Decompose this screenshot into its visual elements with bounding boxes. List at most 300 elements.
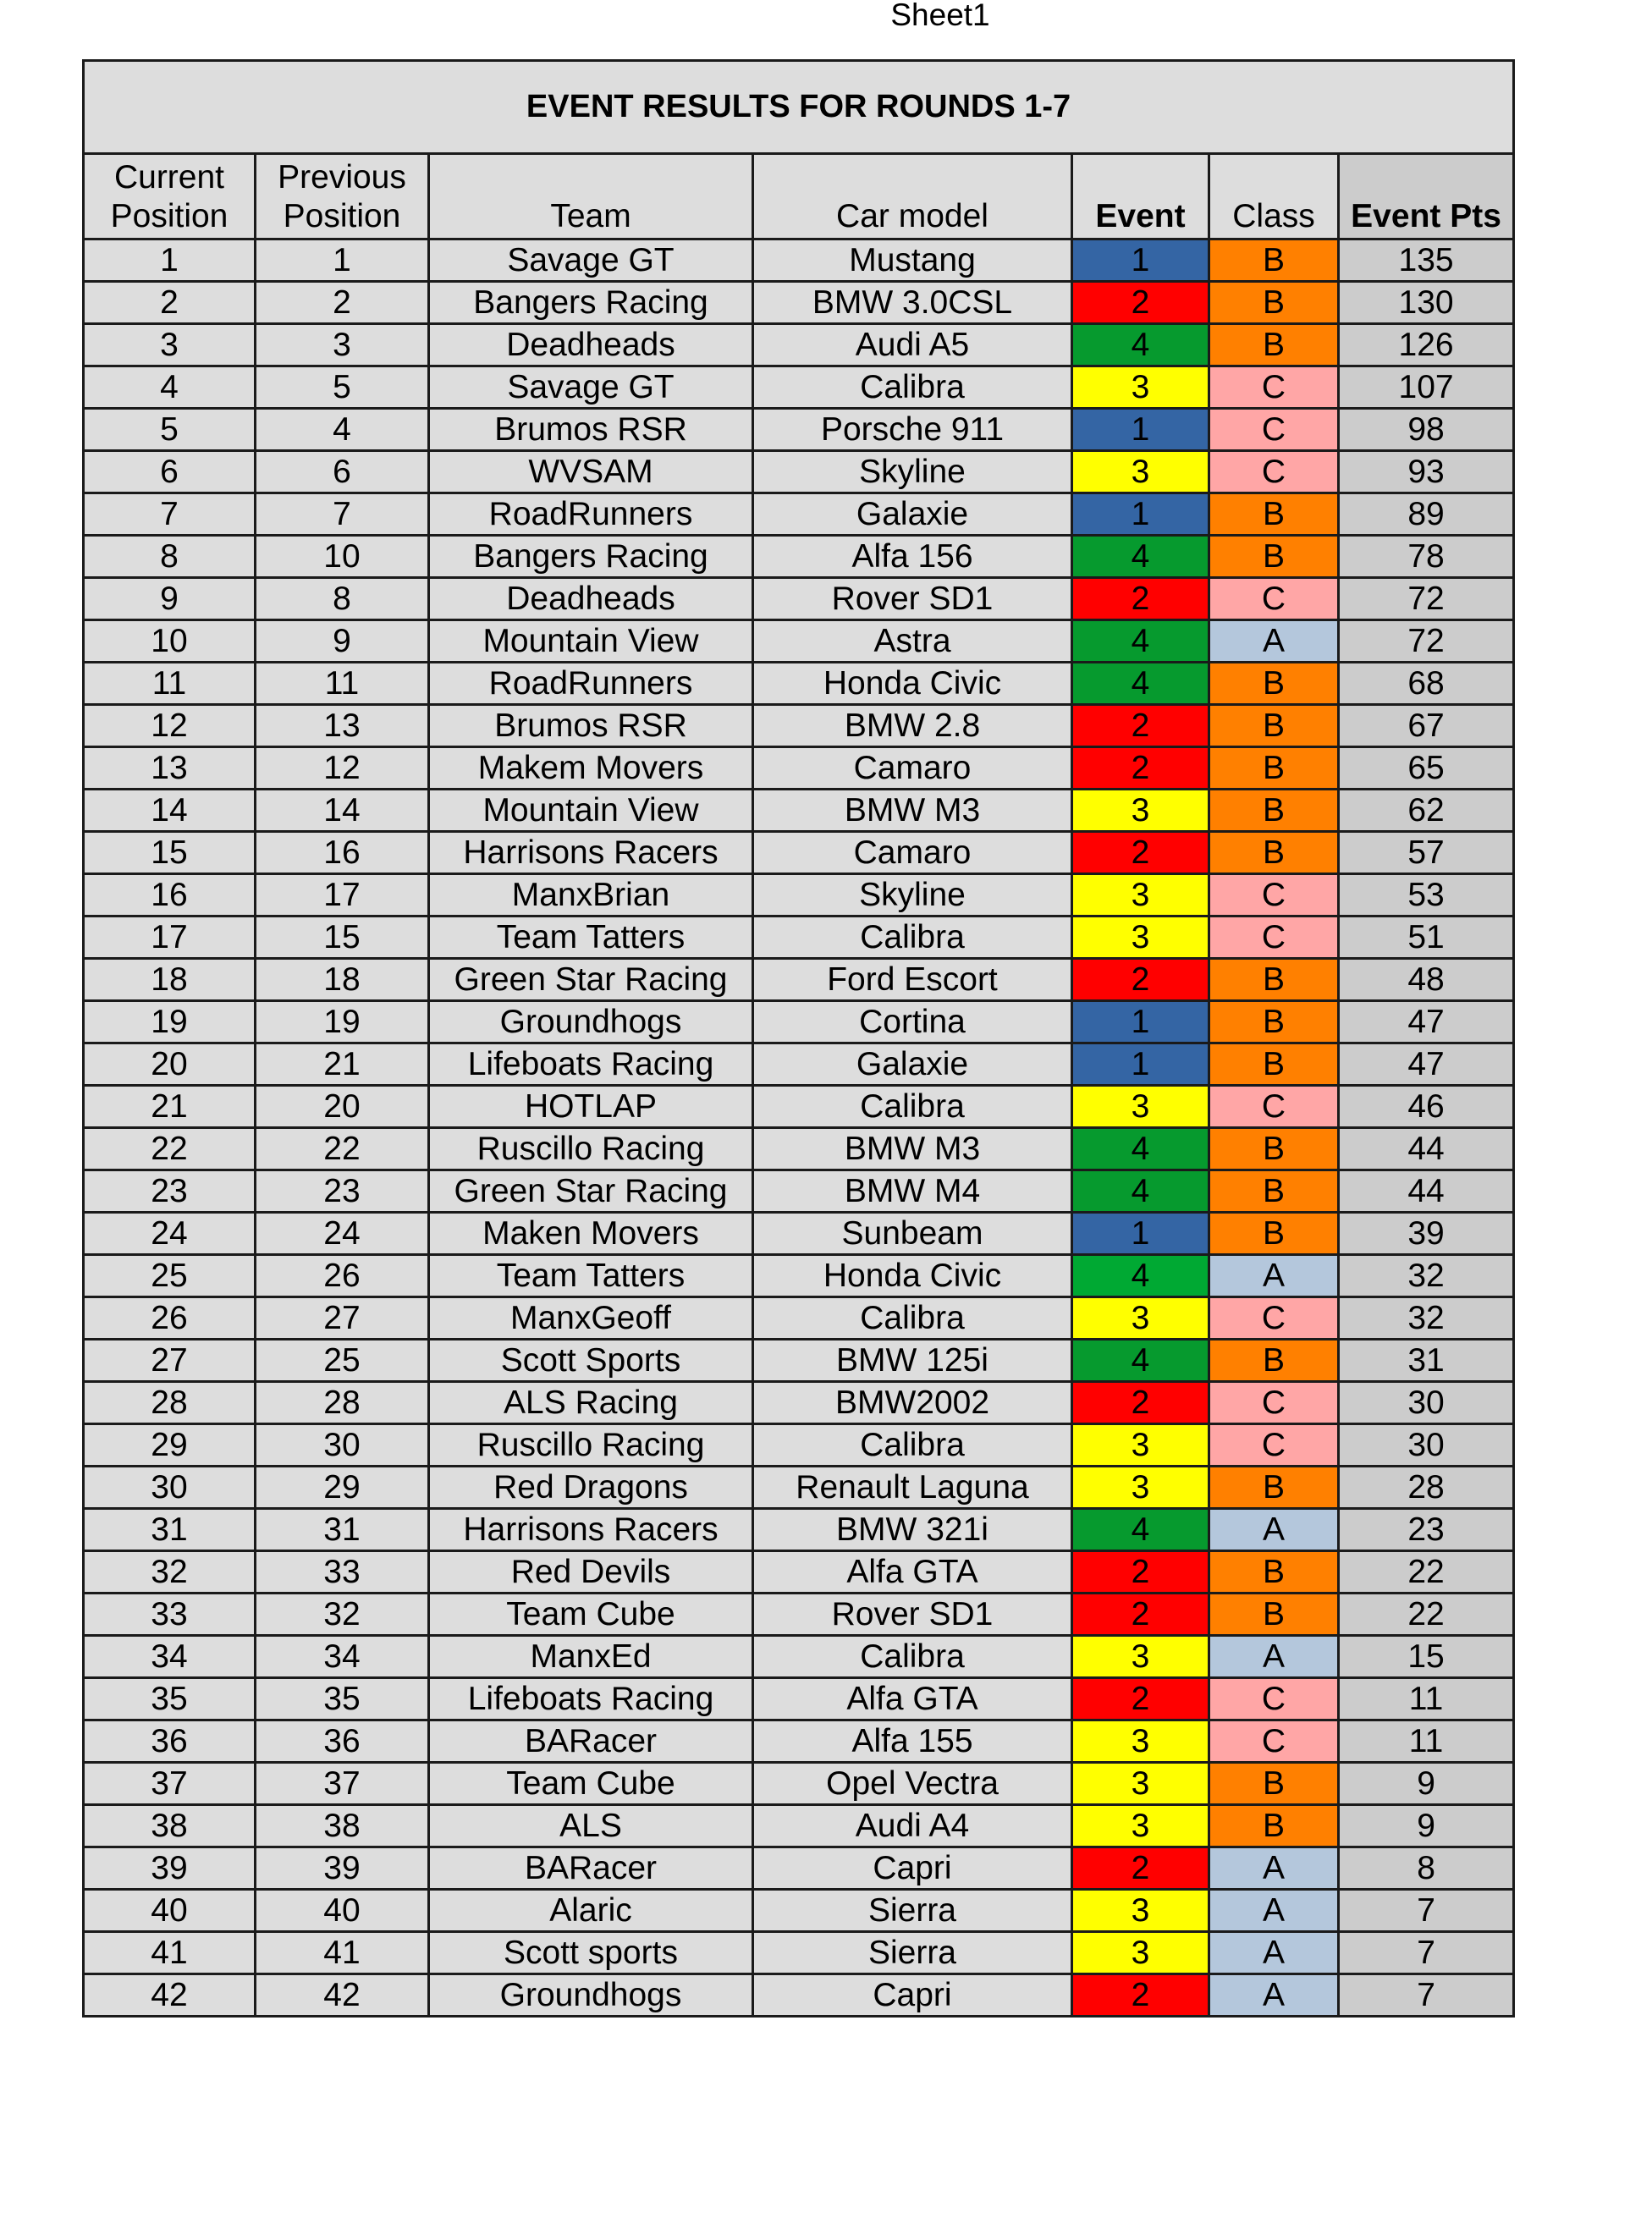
cell-event: 2: [1072, 959, 1209, 1001]
cell-class: B: [1209, 1594, 1339, 1636]
title-row: [84, 61, 1514, 154]
cell-team: Deadheads: [429, 578, 753, 620]
cell-previous-position: 5: [256, 366, 429, 409]
cell-team: Savage GT: [429, 239, 753, 282]
cell-event-pts: 9: [1339, 1805, 1514, 1847]
cell-team: Red Dragons: [429, 1467, 753, 1509]
cell-previous-position: 33: [256, 1551, 429, 1594]
cell-event: 3: [1072, 1086, 1209, 1128]
cell-current-position: 10: [84, 620, 256, 663]
cell-event-pts: 32: [1339, 1297, 1514, 1340]
cell-class: B: [1209, 832, 1339, 874]
table-row: [84, 1213, 1514, 1255]
cell-car-model: Alfa GTA: [753, 1551, 1072, 1594]
cell-event-pts: 30: [1339, 1424, 1514, 1467]
cell-team: Ruscillo Racing: [429, 1128, 753, 1170]
cell-event: 4: [1072, 324, 1209, 366]
cell-class: B: [1209, 1805, 1339, 1847]
cell-class: C: [1209, 1424, 1339, 1467]
cell-event: 2: [1072, 1551, 1209, 1594]
cell-car-model: Rover SD1: [753, 1594, 1072, 1636]
table-row: [84, 451, 1514, 493]
cell-event-pts: 8: [1339, 1847, 1514, 1890]
table-row: [84, 493, 1514, 536]
cell-event: 2: [1072, 705, 1209, 747]
table-row: [84, 536, 1514, 578]
cell-event: 4: [1072, 1255, 1209, 1297]
cell-class: B: [1209, 536, 1339, 578]
column-header-event: Event: [1072, 154, 1209, 239]
event-results-table: [82, 59, 1515, 2018]
table-row: [84, 747, 1514, 790]
cell-class: A: [1209, 1255, 1339, 1297]
table-row: [84, 1297, 1514, 1340]
cell-current-position: 33: [84, 1594, 256, 1636]
cell-event: 1: [1072, 1001, 1209, 1043]
cell-previous-position: 10: [256, 536, 429, 578]
cell-event: 1: [1072, 239, 1209, 282]
table-row: [84, 1424, 1514, 1467]
cell-previous-position: 3: [256, 324, 429, 366]
cell-class: B: [1209, 324, 1339, 366]
cell-event: 3: [1072, 1805, 1209, 1847]
cell-event-pts: 130: [1339, 282, 1514, 324]
cell-car-model: Porsche 911: [753, 409, 1072, 451]
cell-current-position: 31: [84, 1509, 256, 1551]
cell-event-pts: 30: [1339, 1382, 1514, 1424]
cell-event-pts: 15: [1339, 1636, 1514, 1678]
cell-class: B: [1209, 1170, 1339, 1213]
cell-event: 2: [1072, 578, 1209, 620]
cell-car-model: Renault Laguna: [753, 1467, 1072, 1509]
cell-event-pts: 67: [1339, 705, 1514, 747]
cell-car-model: BMW M3: [753, 790, 1072, 832]
cell-team: Makem Movers: [429, 747, 753, 790]
cell-car-model: Galaxie: [753, 1043, 1072, 1086]
cell-previous-position: 9: [256, 620, 429, 663]
cell-current-position: 14: [84, 790, 256, 832]
cell-event-pts: 39: [1339, 1213, 1514, 1255]
cell-class: B: [1209, 1128, 1339, 1170]
cell-car-model: Alfa GTA: [753, 1678, 1072, 1720]
cell-team: Savage GT: [429, 366, 753, 409]
table-row: [84, 324, 1514, 366]
cell-event: 1: [1072, 409, 1209, 451]
cell-team: Team Tatters: [429, 1255, 753, 1297]
cell-event-pts: 53: [1339, 874, 1514, 917]
table-row: [84, 1509, 1514, 1551]
cell-current-position: 5: [84, 409, 256, 451]
table-row: [84, 1636, 1514, 1678]
cell-previous-position: 37: [256, 1763, 429, 1805]
table-title: EVENT RESULTS FOR ROUNDS 1-7: [84, 61, 1514, 154]
column-header-event-pts: Event Pts: [1339, 154, 1514, 239]
cell-team: Lifeboats Racing: [429, 1043, 753, 1086]
cell-event: 2: [1072, 1847, 1209, 1890]
cell-current-position: 22: [84, 1128, 256, 1170]
cell-car-model: Audi A4: [753, 1805, 1072, 1847]
cell-team: Team Cube: [429, 1594, 753, 1636]
cell-current-position: 32: [84, 1551, 256, 1594]
cell-class: B: [1209, 1551, 1339, 1594]
cell-team: Harrisons Racers: [429, 832, 753, 874]
cell-previous-position: 20: [256, 1086, 429, 1128]
cell-previous-position: 13: [256, 705, 429, 747]
cell-event: 2: [1072, 1678, 1209, 1720]
cell-event-pts: 22: [1339, 1551, 1514, 1594]
header-line: Position: [110, 198, 229, 234]
cell-previous-position: 4: [256, 409, 429, 451]
cell-current-position: 15: [84, 832, 256, 874]
cell-car-model: Calibra: [753, 1424, 1072, 1467]
cell-event-pts: 47: [1339, 1001, 1514, 1043]
cell-team: Green Star Racing: [429, 959, 753, 1001]
cell-class: C: [1209, 409, 1339, 451]
header-line: Previous: [278, 159, 406, 195]
cell-current-position: 4: [84, 366, 256, 409]
cell-car-model: Honda Civic: [753, 1255, 1072, 1297]
cell-car-model: BMW2002: [753, 1382, 1072, 1424]
cell-team: Green Star Racing: [429, 1170, 753, 1213]
table-row: [84, 1001, 1514, 1043]
cell-event: 2: [1072, 747, 1209, 790]
cell-event-pts: 51: [1339, 917, 1514, 959]
cell-team: Brumos RSR: [429, 409, 753, 451]
cell-team: Team Cube: [429, 1763, 753, 1805]
cell-event-pts: 22: [1339, 1594, 1514, 1636]
cell-car-model: BMW M3: [753, 1128, 1072, 1170]
cell-current-position: 27: [84, 1340, 256, 1382]
cell-team: Team Tatters: [429, 917, 753, 959]
cell-event-pts: 7: [1339, 1890, 1514, 1932]
table-row: [84, 1128, 1514, 1170]
cell-current-position: 2: [84, 282, 256, 324]
table-row: [84, 620, 1514, 663]
cell-current-position: 38: [84, 1805, 256, 1847]
cell-previous-position: 39: [256, 1847, 429, 1890]
cell-class: C: [1209, 451, 1339, 493]
cell-team: ALS: [429, 1805, 753, 1847]
cell-event: 4: [1072, 663, 1209, 705]
cell-event: 4: [1072, 1509, 1209, 1551]
cell-previous-position: 1: [256, 239, 429, 282]
cell-previous-position: 41: [256, 1932, 429, 1974]
cell-current-position: 17: [84, 917, 256, 959]
table-row: [84, 1382, 1514, 1424]
cell-event: 3: [1072, 917, 1209, 959]
cell-previous-position: 42: [256, 1974, 429, 2017]
table-row: [84, 1340, 1514, 1382]
table-row: [84, 1890, 1514, 1932]
cell-class: B: [1209, 1340, 1339, 1382]
cell-class: B: [1209, 663, 1339, 705]
cell-previous-position: 15: [256, 917, 429, 959]
sheet-name: Sheet1: [890, 0, 990, 32]
table-row: [84, 1932, 1514, 1974]
cell-event: 3: [1072, 1297, 1209, 1340]
cell-event-pts: 9: [1339, 1763, 1514, 1805]
cell-event: 3: [1072, 1467, 1209, 1509]
cell-current-position: 23: [84, 1170, 256, 1213]
cell-car-model: Alfa 156: [753, 536, 1072, 578]
cell-event-pts: 135: [1339, 239, 1514, 282]
cell-class: A: [1209, 1974, 1339, 2017]
cell-event-pts: 47: [1339, 1043, 1514, 1086]
table-row: [84, 239, 1514, 282]
cell-team: Scott Sports: [429, 1340, 753, 1382]
cell-car-model: Capri: [753, 1974, 1072, 2017]
cell-class: A: [1209, 1636, 1339, 1678]
cell-current-position: 35: [84, 1678, 256, 1720]
cell-previous-position: 18: [256, 959, 429, 1001]
cell-class: B: [1209, 1467, 1339, 1509]
cell-car-model: Sunbeam: [753, 1213, 1072, 1255]
cell-previous-position: 36: [256, 1720, 429, 1763]
cell-event: 4: [1072, 536, 1209, 578]
cell-previous-position: 17: [256, 874, 429, 917]
cell-event: 3: [1072, 1720, 1209, 1763]
cell-car-model: Opel Vectra: [753, 1763, 1072, 1805]
cell-event: 3: [1072, 366, 1209, 409]
cell-event-pts: 126: [1339, 324, 1514, 366]
table-row: [84, 578, 1514, 620]
cell-car-model: Sierra: [753, 1890, 1072, 1932]
cell-car-model: Honda Civic: [753, 663, 1072, 705]
cell-previous-position: 19: [256, 1001, 429, 1043]
cell-car-model: Calibra: [753, 366, 1072, 409]
cell-car-model: Skyline: [753, 874, 1072, 917]
cell-previous-position: 14: [256, 790, 429, 832]
cell-car-model: Calibra: [753, 1086, 1072, 1128]
cell-event-pts: 62: [1339, 790, 1514, 832]
cell-car-model: Camaro: [753, 747, 1072, 790]
cell-event: 2: [1072, 832, 1209, 874]
cell-previous-position: 32: [256, 1594, 429, 1636]
cell-car-model: Ford Escort: [753, 959, 1072, 1001]
cell-previous-position: 25: [256, 1340, 429, 1382]
cell-car-model: BMW 2.8: [753, 705, 1072, 747]
cell-class: C: [1209, 1382, 1339, 1424]
cell-previous-position: 6: [256, 451, 429, 493]
cell-current-position: 21: [84, 1086, 256, 1128]
cell-event-pts: 68: [1339, 663, 1514, 705]
sheet-name-header: [0, 0, 1652, 34]
cell-team: Bangers Racing: [429, 282, 753, 324]
cell-team: Red Devils: [429, 1551, 753, 1594]
cell-car-model: Sierra: [753, 1932, 1072, 1974]
table-row: [84, 409, 1514, 451]
cell-class: B: [1209, 790, 1339, 832]
cell-team: Brumos RSR: [429, 705, 753, 747]
cell-team: HOTLAP: [429, 1086, 753, 1128]
cell-event: 4: [1072, 1128, 1209, 1170]
cell-event-pts: 78: [1339, 536, 1514, 578]
cell-class: A: [1209, 1932, 1339, 1974]
cell-car-model: Galaxie: [753, 493, 1072, 536]
cell-previous-position: 35: [256, 1678, 429, 1720]
table-row: [84, 366, 1514, 409]
cell-previous-position: 30: [256, 1424, 429, 1467]
table-row: [84, 1255, 1514, 1297]
cell-event: 3: [1072, 874, 1209, 917]
cell-current-position: 28: [84, 1382, 256, 1424]
cell-previous-position: 27: [256, 1297, 429, 1340]
cell-car-model: Alfa 155: [753, 1720, 1072, 1763]
table-row: [84, 959, 1514, 1001]
cell-event-pts: 32: [1339, 1255, 1514, 1297]
cell-previous-position: 12: [256, 747, 429, 790]
cell-event-pts: 31: [1339, 1340, 1514, 1382]
cell-current-position: 1: [84, 239, 256, 282]
table-row: [84, 1086, 1514, 1128]
cell-previous-position: 28: [256, 1382, 429, 1424]
cell-car-model: Mustang: [753, 239, 1072, 282]
cell-team: Ruscillo Racing: [429, 1424, 753, 1467]
table-row: [84, 790, 1514, 832]
cell-class: B: [1209, 705, 1339, 747]
cell-class: A: [1209, 1847, 1339, 1890]
cell-current-position: 6: [84, 451, 256, 493]
cell-team: RoadRunners: [429, 493, 753, 536]
cell-event-pts: 48: [1339, 959, 1514, 1001]
table-row: [84, 282, 1514, 324]
cell-car-model: Camaro: [753, 832, 1072, 874]
cell-class: A: [1209, 620, 1339, 663]
cell-current-position: 37: [84, 1763, 256, 1805]
cell-event: 3: [1072, 451, 1209, 493]
cell-current-position: 41: [84, 1932, 256, 1974]
table-row: [84, 1763, 1514, 1805]
cell-team: Bangers Racing: [429, 536, 753, 578]
table-row: [84, 1720, 1514, 1763]
cell-car-model: BMW 321i: [753, 1509, 1072, 1551]
cell-team: ALS Racing: [429, 1382, 753, 1424]
cell-car-model: Calibra: [753, 1636, 1072, 1678]
cell-event-pts: 7: [1339, 1974, 1514, 2017]
cell-previous-position: 34: [256, 1636, 429, 1678]
cell-event: 1: [1072, 1213, 1209, 1255]
cell-class: C: [1209, 1720, 1339, 1763]
cell-class: B: [1209, 1043, 1339, 1086]
cell-current-position: 18: [84, 959, 256, 1001]
cell-event: 3: [1072, 790, 1209, 832]
table-row: [84, 1551, 1514, 1594]
cell-car-model: Skyline: [753, 451, 1072, 493]
cell-previous-position: 38: [256, 1805, 429, 1847]
cell-class: C: [1209, 578, 1339, 620]
cell-car-model: Calibra: [753, 917, 1072, 959]
cell-team: Mountain View: [429, 790, 753, 832]
cell-team: ManxBrian: [429, 874, 753, 917]
cell-event-pts: 23: [1339, 1509, 1514, 1551]
cell-event-pts: 46: [1339, 1086, 1514, 1128]
table-row: [84, 917, 1514, 959]
column-header-team: Team: [429, 154, 753, 239]
cell-previous-position: 40: [256, 1890, 429, 1932]
cell-event: 1: [1072, 1043, 1209, 1086]
cell-previous-position: 31: [256, 1509, 429, 1551]
cell-event-pts: 7: [1339, 1932, 1514, 1974]
cell-class: B: [1209, 1001, 1339, 1043]
cell-current-position: 34: [84, 1636, 256, 1678]
table-row: [84, 874, 1514, 917]
cell-current-position: 12: [84, 705, 256, 747]
table-row: [84, 832, 1514, 874]
cell-team: WVSAM: [429, 451, 753, 493]
cell-team: Alaric: [429, 1890, 753, 1932]
table-row: [84, 1974, 1514, 2017]
cell-previous-position: 24: [256, 1213, 429, 1255]
table-row: [84, 1170, 1514, 1213]
cell-event: 3: [1072, 1424, 1209, 1467]
cell-current-position: 36: [84, 1720, 256, 1763]
cell-team: ManxGeoff: [429, 1297, 753, 1340]
cell-event-pts: 98: [1339, 409, 1514, 451]
cell-event-pts: 11: [1339, 1720, 1514, 1763]
cell-current-position: 11: [84, 663, 256, 705]
cell-class: C: [1209, 874, 1339, 917]
cell-class: B: [1209, 493, 1339, 536]
cell-event: 4: [1072, 1170, 1209, 1213]
cell-car-model: Calibra: [753, 1297, 1072, 1340]
cell-previous-position: 23: [256, 1170, 429, 1213]
cell-current-position: 7: [84, 493, 256, 536]
cell-team: Groundhogs: [429, 1974, 753, 2017]
cell-event-pts: 57: [1339, 832, 1514, 874]
cell-event: 2: [1072, 1594, 1209, 1636]
cell-previous-position: 21: [256, 1043, 429, 1086]
cell-event: 3: [1072, 1890, 1209, 1932]
cell-previous-position: 16: [256, 832, 429, 874]
cell-car-model: Cortina: [753, 1001, 1072, 1043]
cell-event: 4: [1072, 1340, 1209, 1382]
cell-team: Lifeboats Racing: [429, 1678, 753, 1720]
cell-team: Harrisons Racers: [429, 1509, 753, 1551]
cell-current-position: 29: [84, 1424, 256, 1467]
cell-car-model: BMW M4: [753, 1170, 1072, 1213]
cell-team: BARacer: [429, 1847, 753, 1890]
table-row: [84, 663, 1514, 705]
cell-current-position: 24: [84, 1213, 256, 1255]
cell-event: 4: [1072, 620, 1209, 663]
cell-current-position: 39: [84, 1847, 256, 1890]
cell-current-position: 9: [84, 578, 256, 620]
cell-event-pts: 44: [1339, 1170, 1514, 1213]
cell-class: C: [1209, 1086, 1339, 1128]
cell-current-position: 30: [84, 1467, 256, 1509]
table-row: [84, 1043, 1514, 1086]
cell-class: A: [1209, 1509, 1339, 1551]
cell-class: B: [1209, 239, 1339, 282]
table-body: [84, 239, 1514, 2017]
cell-event-pts: 107: [1339, 366, 1514, 409]
cell-previous-position: 11: [256, 663, 429, 705]
table-row: [84, 1678, 1514, 1720]
cell-car-model: Astra: [753, 620, 1072, 663]
column-header-previous-position: [256, 154, 429, 239]
cell-current-position: 26: [84, 1297, 256, 1340]
cell-team: Deadheads: [429, 324, 753, 366]
cell-event: 3: [1072, 1763, 1209, 1805]
table-row: [84, 1467, 1514, 1509]
cell-class: B: [1209, 282, 1339, 324]
cell-current-position: 8: [84, 536, 256, 578]
cell-class: B: [1209, 1213, 1339, 1255]
cell-current-position: 25: [84, 1255, 256, 1297]
column-header-class: Class: [1209, 154, 1339, 239]
cell-car-model: BMW 3.0CSL: [753, 282, 1072, 324]
cell-class: C: [1209, 1297, 1339, 1340]
